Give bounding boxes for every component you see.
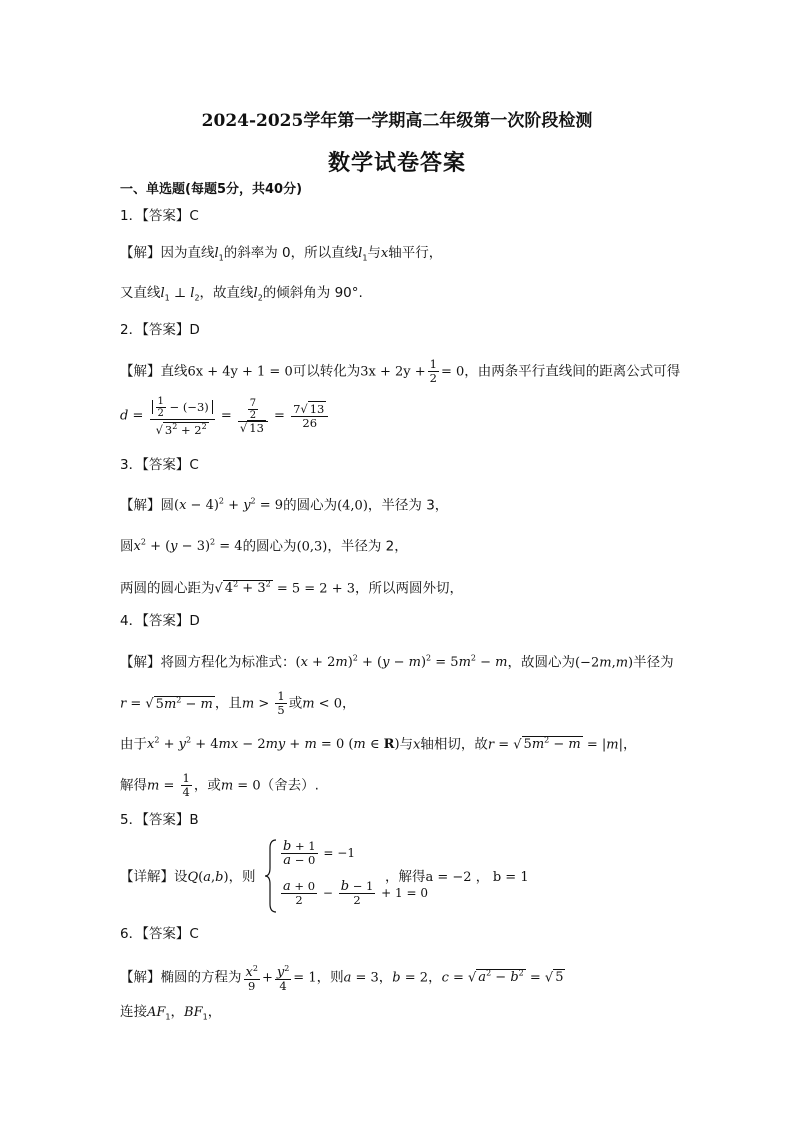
section-heading: 一、单选题(每题5分，共40分) [120,182,303,197]
q1-solution-line2: 又直线$l_1$ ⊥ $l_2$，故直线$l_2$的倾斜角为 90°. [120,285,363,303]
q3-solution-line3: 两圆的圆心距为√ $4^2 + 3^2 = 5 = 2 + 3$，所以两圆外切， [120,580,463,597]
q5-system-eq2: $\frac{a + 0}{2}$ − $\frac{b - 1}{2}$ + 1 = 0 [283,879,428,907]
q5-system-eq1: $\frac{b + 1}{a - 0}$ = −1 [283,839,355,868]
document-subtitle: 数学试卷答案 [327,150,466,176]
q2-distance-formula: d = $\frac{1}{2}$ − (−3) √ $3^2 + 2^2$ = $\frac{\frac{7}{2}}{√ 13}$ = $\frac{7√ 13}{26}$ [120,396,330,437]
q6-answer: 6．【答案】C [120,926,199,942]
q2-answer: 2．【答案】D [120,322,200,338]
q1-answer: 1．【答案】C [120,208,199,224]
q4-solution-line1: 【解】将圆方程化为标准式：$(x + 2m)^2 + (y - m)^2 = 5m^2 - m$，故圆心为(−2m,m)半径为 [120,654,674,671]
q5-solution: 【详解】设Q(a,b)，则 [120,869,256,885]
q5-answer: 5．【答案】B [120,812,199,828]
q3-solution-line1: 【解】圆$(x - 4)^2 + y^2 = 9$的圆心为(4,0)，半径为 3， [120,497,449,514]
q4-solution-line3: 由于$x^2 + y^2 + 4mx - 2my + m = 0$ (m ∈ R)与x轴相切，故r = √ $5m^2 - m = |m|$， [120,736,637,753]
q4-answer: 4．【答案】D [120,613,200,629]
q2-solution-line1: 【解】直线6x + 4y + 1 = 0可以转化为3x + 2y + $\frac{1}{2}$ = 0，由两条平行直线间的距离公式可得 [120,357,681,385]
q4-solution-line2: r = √ $5m^2 - m$ ，且m > $\frac{1}{5}$ 或m < 0， [120,689,356,717]
q1-solution-line1: 【解】因为直线$l_1$的斜率为 0，所以直线$l_1$与x轴平行， [120,245,443,263]
q6-solution-line1: 【解】椭圆的方程为 $\frac{x^2}{9}$ + $\frac{y^2}{4}$ = 1，则a = 3，b = 2，c = √ $a^2 - b^2$ = √ 5 [120,964,564,993]
q3-solution-line2: 圆$x^2 + (y - 3)^2 = 4$的圆心为(0,3)，半径为 2， [120,538,408,555]
q5-result: ，解得a = −2 ， b = 1 [385,869,529,885]
document-title: 2024-2025学年第一学期高二年级第一次阶段检测 [201,111,593,131]
q3-answer: 3．【答案】C [120,457,199,473]
q6-solution-line2: 连接$AF_1$，$BF_1$， [120,1004,222,1022]
q4-solution-line4: 解得m = $\frac{1}{4}$ ，或m = 0（舍去）. [120,771,319,799]
